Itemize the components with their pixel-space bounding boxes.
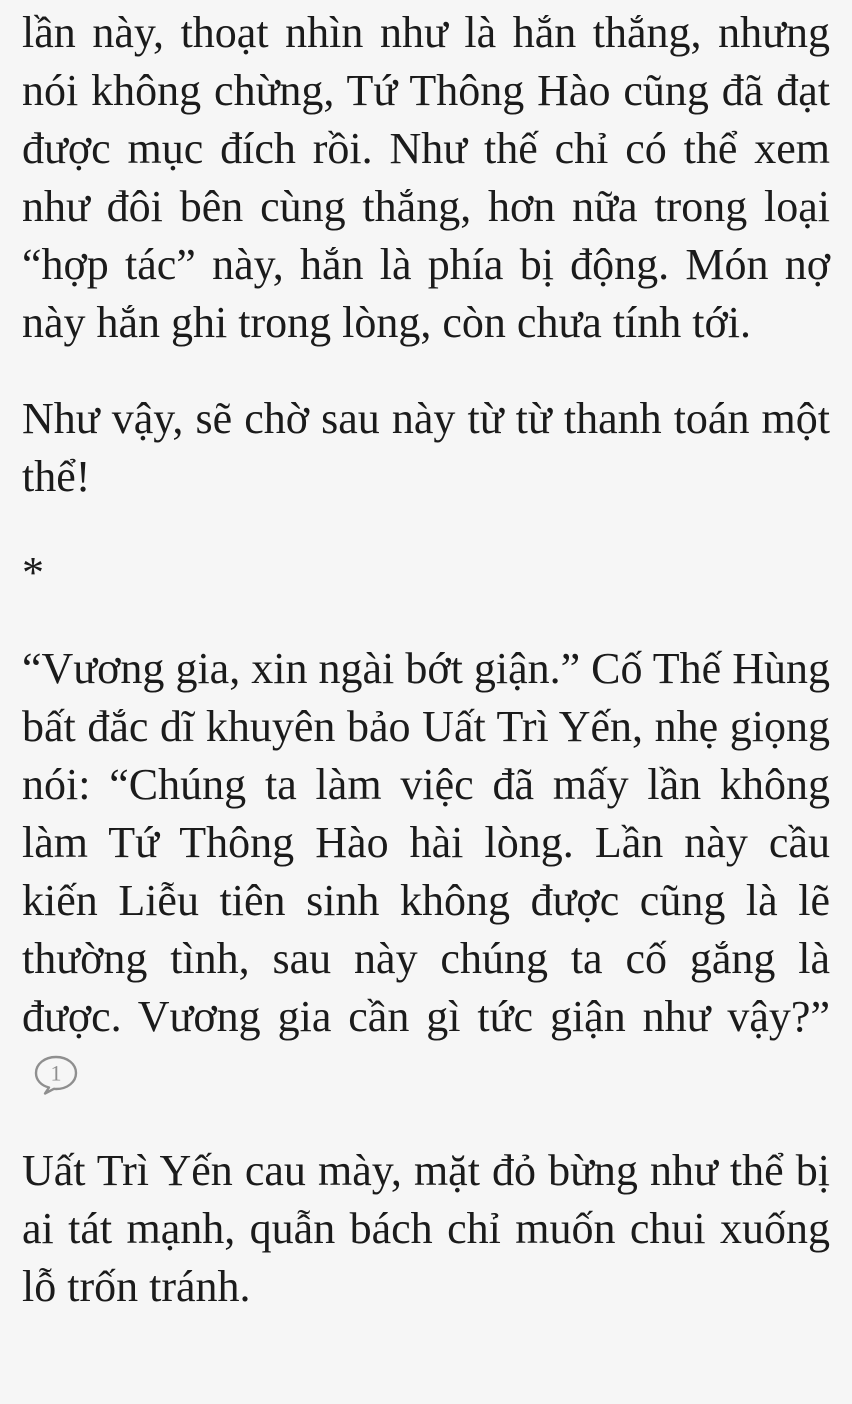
paragraph: Uất Trì Yến cau mày, mặt đỏ bừng như thể bị ai tát mạnh, quẫn bách chỉ muốn chui xuống lỗ trốn tránh. xyxy=(22,1146,830,1311)
paragraph: lần này, thoạt nhìn như là hắn thắng, nhưng nói không chừng, Tứ Thông Hào cũng đã đạt được mục đích rồi. Như thế chỉ có thể xem như đôi bên cùng thắng, hơn nữa trong loại “hợp tác” này, hắn là phía bị động. Món nợ này hắn ghi trong lòng, còn chưa tính tới. xyxy=(22,8,830,347)
paragraph: Như vậy, sẽ chờ sau này từ từ thanh toán một thể! xyxy=(22,394,830,501)
paragraph-with-comment xyxy=(22,640,830,1104)
section-separator: * xyxy=(22,548,44,597)
paragraph-comment-count-bubble-icon[interactable] xyxy=(32,1054,80,1096)
comment-count-label: 1 xyxy=(50,1060,62,1086)
paragraph-text: “Vương gia, xin ngài bớt giận.” Cố Thế Hùng bất đắc dĩ khuyên bảo Uất Trì Yến, nhẹ giọng nói: “Chúng ta làm việc đã mấy lần không làm Tứ Thông Hào hài lòng. Lần này cầu kiến Liễu tiên sinh không được cũng là lẽ thường tình, sau này chúng ta cố gắng là được. Vương gia cần gì tức giận như vậy?” xyxy=(22,644,830,1041)
